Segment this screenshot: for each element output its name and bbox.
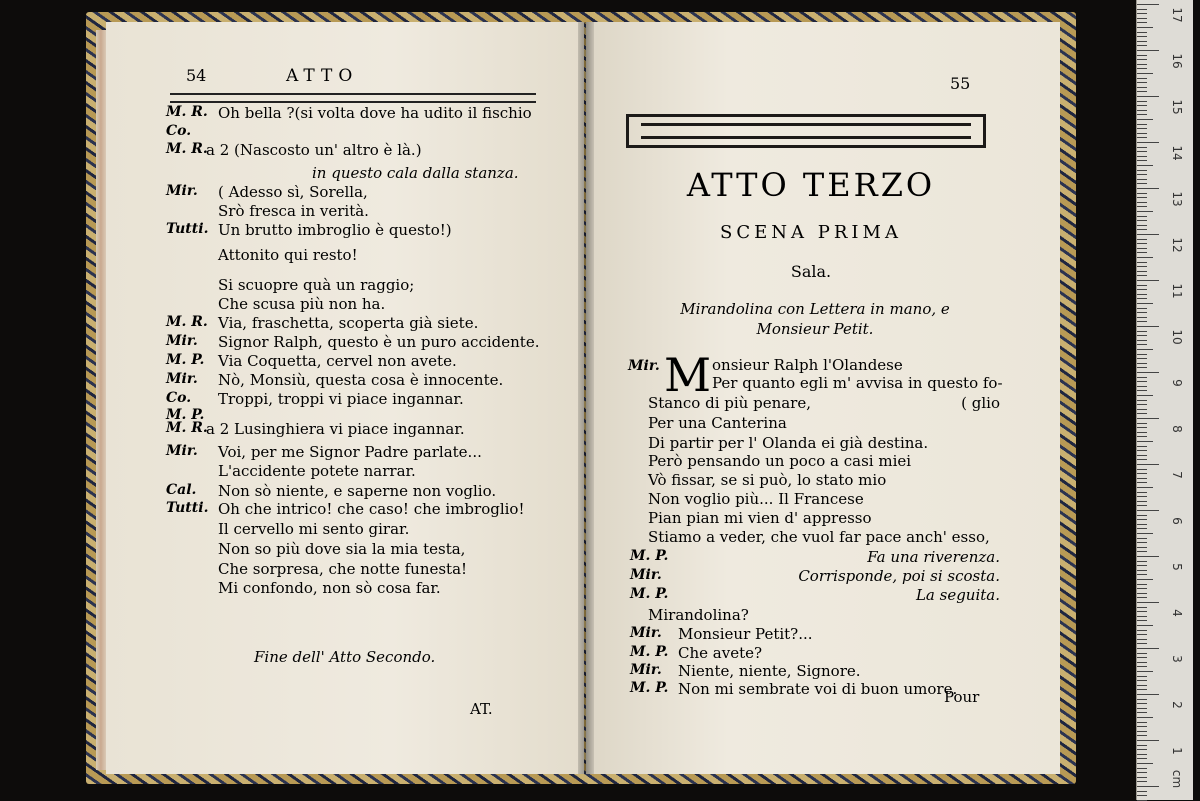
ruler-number: 17 [1170,7,1184,23]
ruler-tick [1137,620,1147,621]
ruler-number: 7 [1170,471,1184,479]
verse-line: Di partir per l' Olanda ei già destina. [648,434,929,452]
speaker-label: Mir. [630,567,662,583]
ruler-tick [1137,128,1147,129]
ruler-tick [1137,133,1147,134]
ruler-tick [1137,441,1153,442]
ruler-tick [1137,9,1147,10]
ruler-tick [1137,317,1147,318]
ruler-tick [1137,680,1147,681]
left-running-head: ATTO [286,66,359,86]
ruler-number: 6 [1170,517,1184,525]
ruler-tick [1137,478,1147,479]
ruler-number: 3 [1170,655,1184,663]
speaker-label: M. P. [630,586,669,602]
ruler-tick [1137,372,1159,373]
ruler-tick [1137,533,1153,534]
verse-line: Nò, Monsiù, questa cosa è innocente. [218,371,504,389]
ruler-tick [1137,556,1159,557]
ruler-tick [1137,685,1147,686]
ruler-tick [1137,298,1147,299]
ruler-tick [1137,73,1153,74]
ruler-tick [1137,27,1153,28]
speaker-label: Mir. [166,443,198,459]
ruler-tick [1137,390,1147,391]
verse-line: a 2 Lusinghiera vi piace ingannar. [206,420,465,438]
verse-line: Signor Ralph, questo è un puro accidente. [218,333,540,351]
verse-line: Stanco di più penare, [648,394,812,412]
ruler-number: 9 [1170,379,1184,387]
ruler-tick [1137,271,1147,272]
ruler-tick [1137,165,1153,166]
ruler-tick [1137,206,1147,207]
ruler-tick [1137,137,1147,138]
verse-line: Però pensando un poco a casi miei [648,452,912,470]
ruler-number: 4 [1170,609,1184,617]
ruler-tick [1137,611,1147,612]
ruler-tick [1137,588,1147,589]
stage-direction: Monsieur Petit. [756,320,874,338]
ruler-tick [1137,321,1147,322]
ruler-tick [1137,280,1159,281]
ruler-tick [1137,96,1159,97]
stage-direction: Fa una riverenza. [867,548,1000,566]
ruler-tick [1137,340,1147,341]
ruler-tick [1137,551,1147,552]
speaker-label: M. R. [166,314,208,330]
ruler-tick [1137,574,1147,575]
ruler-tick [1137,142,1159,143]
ruler-tick [1137,289,1147,290]
speaker-label: Mir. [166,333,198,349]
ruler-tick [1137,423,1147,424]
ruler-tick [1137,55,1147,56]
verse-line: Oh bella ?(si volta dove ha udito il fischio [218,104,532,122]
ruler-tick [1137,450,1147,451]
ruler-tick [1137,413,1147,414]
ruler-tick [1137,32,1147,33]
ruler-tick [1137,634,1147,635]
ruler-tick [1137,722,1147,723]
ruler-tick [1137,344,1147,345]
ruler-tick [1137,492,1147,493]
ruler-tick [1137,400,1147,401]
ruler-tick [1137,252,1147,253]
verse-line: Mirandolina? [648,606,749,624]
ruler-tick [1137,565,1147,566]
ruler-tick [1137,639,1147,640]
ruler-tick [1137,795,1147,796]
ruler-tick [1137,418,1159,419]
ruler-tick [1137,331,1147,332]
ruler-tick [1137,285,1147,286]
ruler-tick [1137,524,1147,525]
ruler-tick [1137,335,1147,336]
ruler-tick [1137,45,1147,46]
ruler-tick [1137,160,1147,161]
verse-line: Non so più dove sia la mia testa, [218,540,466,558]
ruler-tick [1137,446,1147,447]
speaker-label: M. P. [166,352,205,368]
verse-line: in questo cala dalla stanza. [312,164,519,182]
ruler-tick [1137,597,1147,598]
speaker-label: Mir. [630,625,662,641]
ruler-tick [1137,156,1147,157]
ruler-tick [1137,41,1147,42]
speaker-label: M. P. [166,407,205,423]
ruler-tick [1137,275,1147,276]
verse-line: Non mi sembrate voi di buon umore. [678,680,958,698]
ruler-tick [1137,699,1147,700]
right-page-number: 55 [950,74,971,93]
ruler-tick [1137,78,1147,79]
ruler-tick [1137,781,1147,782]
ruler-tick [1137,542,1147,543]
verse-line: Attonito qui resto! [218,246,358,264]
ruler-number: 5 [1170,563,1184,571]
act-title: ATTO TERZO [686,166,936,204]
ruler-tick [1137,87,1147,88]
ruler-tick [1137,777,1147,778]
verse-line: Per una Canterina [648,414,787,432]
ruler-tick [1137,381,1147,382]
ruler-tick [1137,427,1147,428]
ornamental-header-band [626,114,986,148]
verse-line: Pian pian mi vien d' appresso [648,509,872,527]
ruler-tick [1137,18,1147,19]
ruler-tick [1137,763,1153,764]
scene-title: SCENA PRIMA [720,222,902,243]
ruler-tick [1137,464,1159,465]
ruler-tick [1137,386,1147,387]
ruler-tick [1137,147,1147,148]
ruler-tick [1137,643,1147,644]
verse-line: Che avete? [678,644,763,662]
stage-direction: La seguita. [915,586,1000,604]
ruler-tick [1137,758,1147,759]
ruler-tick [1137,786,1159,787]
ruler-tick [1137,216,1147,217]
ruler-tick [1137,487,1153,488]
ruler-tick [1137,547,1147,548]
ruler-tick [1137,616,1147,617]
ruler-tick [1137,13,1147,14]
verse-line: Via, fraschetta, scoperta già siete. [218,314,479,332]
verse-line: ( Adesso sì, Sorella, [218,183,368,201]
ruler-number: 2 [1170,701,1184,709]
verse-line: onsieur Ralph l'Olandese [712,356,903,374]
ruler-tick [1137,367,1147,368]
ruler-tick [1137,358,1147,359]
ruler-tick [1137,703,1147,704]
ruler-tick [1137,409,1147,410]
verse-line: Monsieur Petit?... [678,625,813,643]
verse-line: Che scusa più non ha. [218,295,386,313]
ruler-tick [1137,294,1147,295]
ruler-tick [1137,436,1147,437]
ruler-tick [1137,105,1147,106]
stage-direction: Mirandolina con Lettera in mano, e [680,300,950,318]
verse-line: Srò fresca in verità. [218,202,369,220]
drop-capital: M [664,348,712,402]
verse-line: Troppi, troppi vi piace ingannar. [218,390,464,408]
ruler-tick [1137,114,1147,115]
ruler-tick [1137,593,1147,594]
ruler-tick [1137,225,1147,226]
ruler-tick [1137,455,1147,456]
speaker-label: Cal. [166,482,197,498]
ruler-tick [1137,538,1147,539]
ruler-tick [1137,91,1147,92]
ruler-tick [1137,653,1147,654]
ruler-tick [1137,101,1147,102]
ruler-tick [1137,496,1147,497]
ruler-tick [1137,726,1147,727]
speaker-label: Co. [166,390,192,406]
verse-line: Niente, niente, Signore. [678,662,861,680]
ruler-tick [1137,308,1147,309]
speaker-label: Tutti. [166,500,209,516]
ruler-tick [1137,312,1147,313]
speaker-label: M. R. [166,104,208,120]
ruler-tick [1137,266,1147,267]
verse-line: Si scuopre quà un raggio; [218,276,415,294]
end-of-act-note: Fine dell' Atto Secondo. [254,648,436,666]
ruler-tick [1137,717,1153,718]
stage-direction: Corrisponde, poi si scosta. [798,567,1000,585]
ruler-tick [1137,202,1147,203]
left-running-header [186,66,536,88]
speaker-label: Mir. [166,371,198,387]
left-catchword: AT. [470,700,493,718]
book-gutter [578,22,594,774]
ruler-tick [1137,469,1147,470]
ruler-tick [1137,791,1147,792]
ruler-tick [1137,193,1147,194]
verse-line: a 2 (Nascosto un' altro è là.) [206,141,422,159]
verse-line: Stiamo a veder, che vuol far pace anch' esso, [648,528,990,546]
ruler-tick [1137,473,1147,474]
ruler-tick [1137,607,1147,608]
ruler-tick [1137,22,1147,23]
verse-line: Il cervello mi sento girar. [218,520,410,538]
ruler-tick [1137,395,1153,396]
ruler-tick [1137,745,1147,746]
ruler-tick [1137,229,1147,230]
ruler-number: 1 [1170,747,1184,755]
ruler-tick [1137,179,1147,180]
verse-line: Vò fissar, se si può, lo stato mio [648,471,887,489]
ruler-tick [1137,354,1147,355]
ruler-tick [1137,404,1147,405]
ruler-tick [1137,211,1153,212]
scene-setting: Sala. [790,262,832,281]
ruler-tick [1137,257,1153,258]
ruler-number: 16 [1170,53,1184,69]
right-catchword: Pour [944,688,980,706]
ruler-tick [1137,68,1147,69]
ruler-tick [1137,197,1147,198]
verse-line: Un brutto imbroglio è questo!) [218,221,452,239]
ruler-tick [1137,183,1147,184]
ruler-tick [1137,174,1147,175]
ruler-tick [1137,151,1147,152]
ruler-tick [1137,662,1147,663]
speaker-label: Mir. [628,358,660,374]
ruler-tick [1137,731,1147,732]
ruler-tick [1137,657,1147,658]
ruler-tick [1137,579,1153,580]
ruler-tick [1137,505,1147,506]
ruler-tick [1137,740,1159,741]
ruler-tick [1137,170,1147,171]
ruler-tick [1137,772,1147,773]
left-page-number: 54 [186,66,207,85]
speaker-label: M. P. [630,548,669,564]
ruler-tick [1137,243,1147,244]
ruler-tick [1137,510,1159,511]
ruler-tick [1137,220,1147,221]
ruler-tick [1137,4,1159,5]
verse-line: Non voglio più... Il Francese [648,490,864,508]
ruler-tick [1137,82,1147,83]
ruler-tick [1137,188,1159,189]
verse-line: Oh che intrico! che caso! che imbroglio! [218,500,525,518]
ruler-number: 10 [1170,329,1184,345]
ruler-number: 15 [1170,99,1184,115]
ruler-tick [1137,712,1147,713]
ruler-number: 8 [1170,425,1184,433]
ruler-tick [1137,459,1147,460]
ruler-tick [1137,50,1159,51]
ruler-tick [1137,648,1159,649]
speaker-label: Mir. [166,183,198,199]
ruler-tick [1137,248,1147,249]
speaker-label: M. R. [166,141,208,157]
ruler-tick [1137,36,1147,37]
ruler-tick [1137,363,1147,364]
ruler-tick [1137,630,1147,631]
ruler-tick [1137,749,1147,750]
ruler-tick [1137,432,1147,433]
ruler-number: 14 [1170,145,1184,161]
ruler-tick [1137,234,1159,235]
verse-line: Per quanto egli m' avvisa in questo fo- [712,374,1003,392]
ruler-tick [1137,303,1153,304]
verse-line: Mi confondo, non sò cosa far. [218,579,441,597]
left-header-rule [170,93,536,103]
verse-line: Che sorpresa, che notte funesta! [218,560,468,578]
ruler-tick [1137,519,1147,520]
ruler-tick [1137,124,1147,125]
ruler-tick [1137,515,1147,516]
speaker-label: Co. [166,123,192,139]
verse-overflow: ( glio [961,394,1000,412]
ruler-unit: cm [1170,769,1184,789]
speaker-label: Mir. [630,662,662,678]
ruler-tick [1137,349,1153,350]
verse-line: L'accidente potete narrar. [218,462,416,480]
ruler-tick [1137,528,1147,529]
ruler-tick [1137,754,1147,755]
ruler-tick [1137,64,1147,65]
ruler-tick [1137,59,1147,60]
ruler-tick [1137,262,1147,263]
speaker-label: M. P. [630,644,669,660]
ruler-tick [1137,501,1147,502]
ruler-tick [1137,625,1153,626]
speaker-label: Tutti. [166,221,209,237]
ruler-number: 11 [1170,283,1184,299]
ruler-tick [1137,602,1159,603]
ruler-tick [1137,708,1147,709]
ruler-tick [1137,119,1153,120]
ruler-number: 13 [1170,191,1184,207]
verse-line: Non sò niente, e saperne non voglio. [218,482,497,500]
measuring-ruler [1136,0,1193,800]
ruler-tick [1137,694,1159,695]
ruler-tick [1137,482,1147,483]
ruler-tick [1137,377,1147,378]
ruler-tick [1137,570,1147,571]
ruler-tick [1137,666,1147,667]
verse-line: Voi, per me Signor Padre parlate... [218,443,482,461]
ruler-tick [1137,735,1147,736]
ruler-tick [1137,584,1147,585]
ruler-number: 12 [1170,237,1184,253]
ruler-tick [1137,689,1147,690]
ruler-tick [1137,239,1147,240]
ruler-tick [1137,110,1147,111]
verse-line: Via Coquetta, cervel non avete. [218,352,457,370]
ruler-tick [1137,768,1147,769]
ruler-tick [1137,676,1147,677]
ruler-tick [1137,671,1153,672]
speaker-label: M. P. [630,680,669,696]
ruler-tick [1137,561,1147,562]
ruler-tick [1137,326,1159,327]
speaker-label: M. R. [166,420,208,436]
